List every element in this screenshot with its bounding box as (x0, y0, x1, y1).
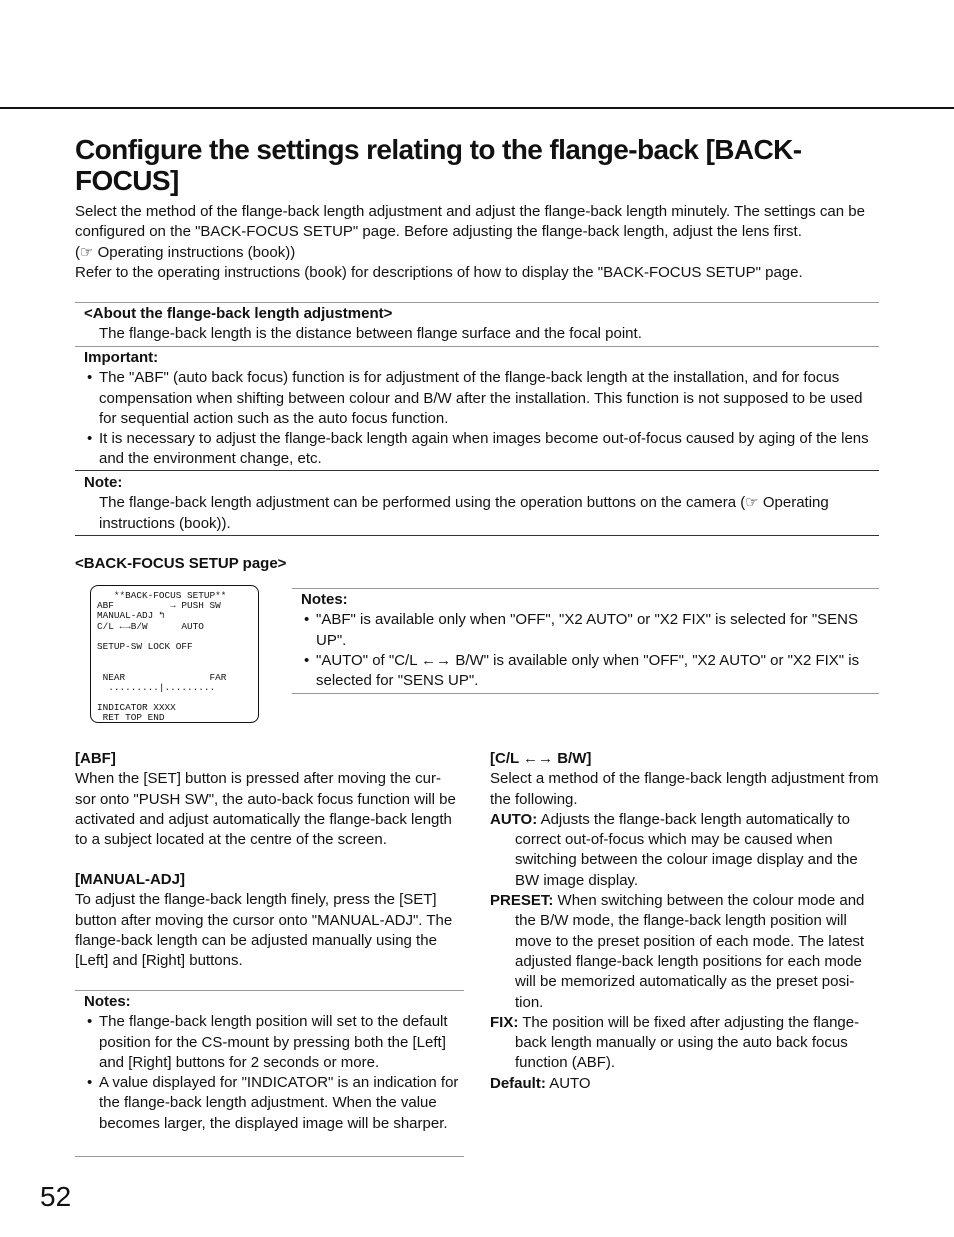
divider (75, 470, 879, 471)
manual-notes-heading: Notes: (84, 993, 131, 1010)
intro-line-3: Refer to the operating instructions (book) for descriptions of how to display the "BACK-FOCUS SETUP" page. (75, 263, 803, 281)
option-term: AUTO: (490, 810, 538, 828)
list-item: • A value displayed for "INDICATOR" is an indication for the flange-back length adjustment. When the value becomes larger, the displayed image will be sharper. (75, 1073, 464, 1134)
setup-heading: <BACK-FOCUS SETUP page> (75, 555, 287, 572)
abf-heading: [ABF] (75, 750, 116, 767)
osd-screen (90, 585, 259, 723)
clbw-section (490, 749, 882, 1094)
divider (292, 693, 879, 694)
note-heading: Note: (84, 474, 123, 491)
page-number: 52 (40, 1181, 72, 1212)
important-heading: Important: (84, 349, 159, 366)
osd-text: **BACK-FOCUS SETUP** ABF → PUSH SW MANUAL-ADJ ↰ C/L ←→B/W AUTO SETUP-SW LOCK OFF NEAR FAR .........|......... INDICATOR XXXX RET TOP END (97, 590, 227, 724)
option-term: FIX: (490, 1013, 519, 1031)
divider (75, 302, 879, 303)
abf-section (75, 749, 460, 850)
osd-notes (292, 590, 877, 691)
list-item: • It is necessary to adjust the flange-back length again when images become out-of-focus caused by aging of the lens and the environment change, etc. (75, 429, 875, 470)
option-fix (490, 1013, 882, 1074)
note-text: The flange-back length adjustment can be performed using the operation buttons on the camera (☞ Operating instructions (book)). (99, 494, 829, 532)
about-text: The flange-back length is the distance between flange surface and the focal point. (99, 325, 642, 343)
manual-notes (75, 992, 464, 1134)
top-rule (0, 107, 954, 109)
intro-line-2: (☞ Operating instructions (book)) (75, 243, 296, 261)
option-desc: The position will be fixed after adjusting the flange-back length manually or using the auto back focus function (ABF). (515, 1013, 860, 1072)
option-term: PRESET: (490, 892, 554, 910)
list-item: • "ABF" is available only when "OFF", "X2 AUTO" or "X2 FIX" is selected for "SENS UP". (292, 610, 877, 651)
page-title: Configure the settings relating to the flange-back [BACK-FOCUS] (75, 134, 802, 196)
manual-text: To adjust the flange-back length finely, press the [SET] button after moving the cursor onto "MANUAL-ADJ". The flange-back length can be adjusted manually using the [Left] and [Right] buttons. (75, 891, 453, 970)
abf-text: When the [SET] button is pressed after moving the cur-sor onto "PUSH SW", the auto-back focus function will be activated and adjust automatically the flange-back length to a subject located at the centre of the screen. (75, 770, 456, 849)
manual-section (75, 870, 463, 971)
list-item: • The "ABF" (auto back focus) function is for adjustment of the flange-back length at the installation, and for focus compensation when shifting between colour and B/W after the installation. This function is not supposed to be used for sequential action such as the auto focus function. (75, 368, 875, 429)
intro-line-1: Select the method of the flange-back length adjustment and adjust the flange-back length minutely. The settings can be configured on the "BACK-FOCUS SETUP" page. Before adjusting the flange-back length, adjust the lens first. (75, 203, 865, 241)
intro-text (75, 202, 885, 283)
option-preset (490, 891, 882, 1013)
default-line (490, 1074, 882, 1094)
list-item: • The flange-back length position will set to the default position for the CS-mount by pressing both the [Left] and [Right] buttons for 2 seconds or more. (75, 1012, 464, 1073)
about-section (84, 304, 874, 345)
list-item: • "AUTO" of "C/L ←→ B/W" is available only when "OFF", "X2 AUTO" or "X2 FIX" is selected for "SENS UP". (292, 651, 877, 692)
default-term: Default: (490, 1074, 546, 1092)
default-value: AUTO (549, 1074, 591, 1092)
divider (75, 1156, 464, 1157)
option-desc: When switching between the colour mode and the B/W mode, the flange-back length position will move to the preset position of each mode. The latest adjusted flange-back length positions for each mode will be memorized automatically as the preset posi-tion. (515, 892, 865, 1011)
osd-notes-list (292, 610, 877, 691)
clbw-intro: Select a method of the flange-back length adjustment from the following. (490, 770, 879, 808)
important-section (75, 348, 875, 470)
important-list (75, 368, 875, 469)
manual-notes-list (75, 1012, 464, 1134)
about-heading: <About the flange-back length adjustment> (84, 305, 393, 322)
manual-heading: [MANUAL-ADJ] (75, 871, 185, 888)
note-section (84, 473, 874, 534)
divider (75, 990, 464, 991)
divider (292, 588, 879, 589)
option-desc: Adjusts the flange-back length automatically to correct out-of-focus which may be caused when switching between the colour image display and the BW image display. (515, 810, 858, 889)
option-auto (490, 810, 882, 891)
osd-notes-heading: Notes: (301, 591, 348, 608)
divider (75, 535, 879, 536)
clbw-heading: [C/L ←→ B/W] (490, 750, 592, 767)
divider (75, 346, 879, 347)
